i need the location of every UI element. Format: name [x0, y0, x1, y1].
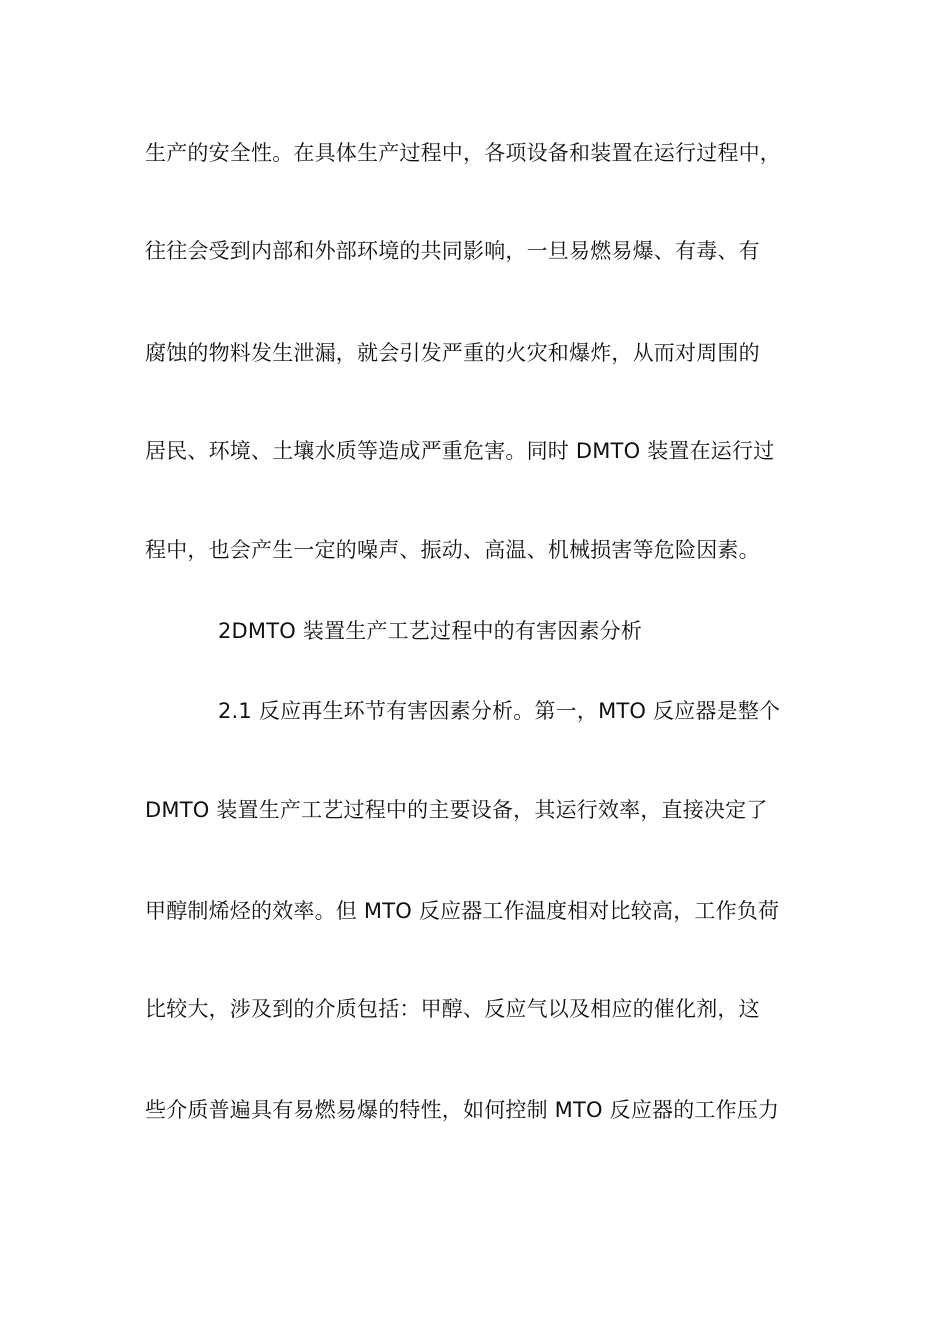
paragraph-line: 往往会受到内部和外部环境的共同影响，一旦易燃易爆、有毒、有 — [145, 239, 760, 263]
paragraph-line: 比较大，涉及到的介质包括：甲醇、反应气以及相应的催化剂，这 — [145, 997, 760, 1021]
paragraph-line: 生产的安全性。在具体生产过程中，各项设备和装置在运行过程中， — [145, 141, 781, 165]
paragraph-line: 些介质普遍具有易燃易爆的特性，如何控制 MTO 反应器的工作压力 — [145, 1098, 780, 1122]
section-heading: 2DMTO 装置生产工艺过程中的有害因素分析 — [218, 619, 643, 643]
paragraph-line: DMTO 装置生产工艺过程中的主要设备，其运行效率，直接决定了 — [145, 798, 768, 822]
subsection-first-line: 2.1 反应再生环节有害因素分析。第一，MTO 反应器是整个 — [218, 699, 781, 723]
paragraph-line: 甲醇制烯烃的效率。但 MTO 反应器工作温度相对比较高，工作负荷 — [145, 899, 780, 923]
paragraph-line: 腐蚀的物料发生泄漏，就会引发严重的火灾和爆炸，从而对周围的 — [145, 341, 760, 365]
paragraph-line: 程中，也会产生一定的噪声、振动、高温、机械损害等危险因素。 — [145, 538, 760, 562]
paragraph-line: 居民、环境、土壤水质等造成严重危害。同时 DMTO 装置在运行过 — [145, 439, 775, 463]
